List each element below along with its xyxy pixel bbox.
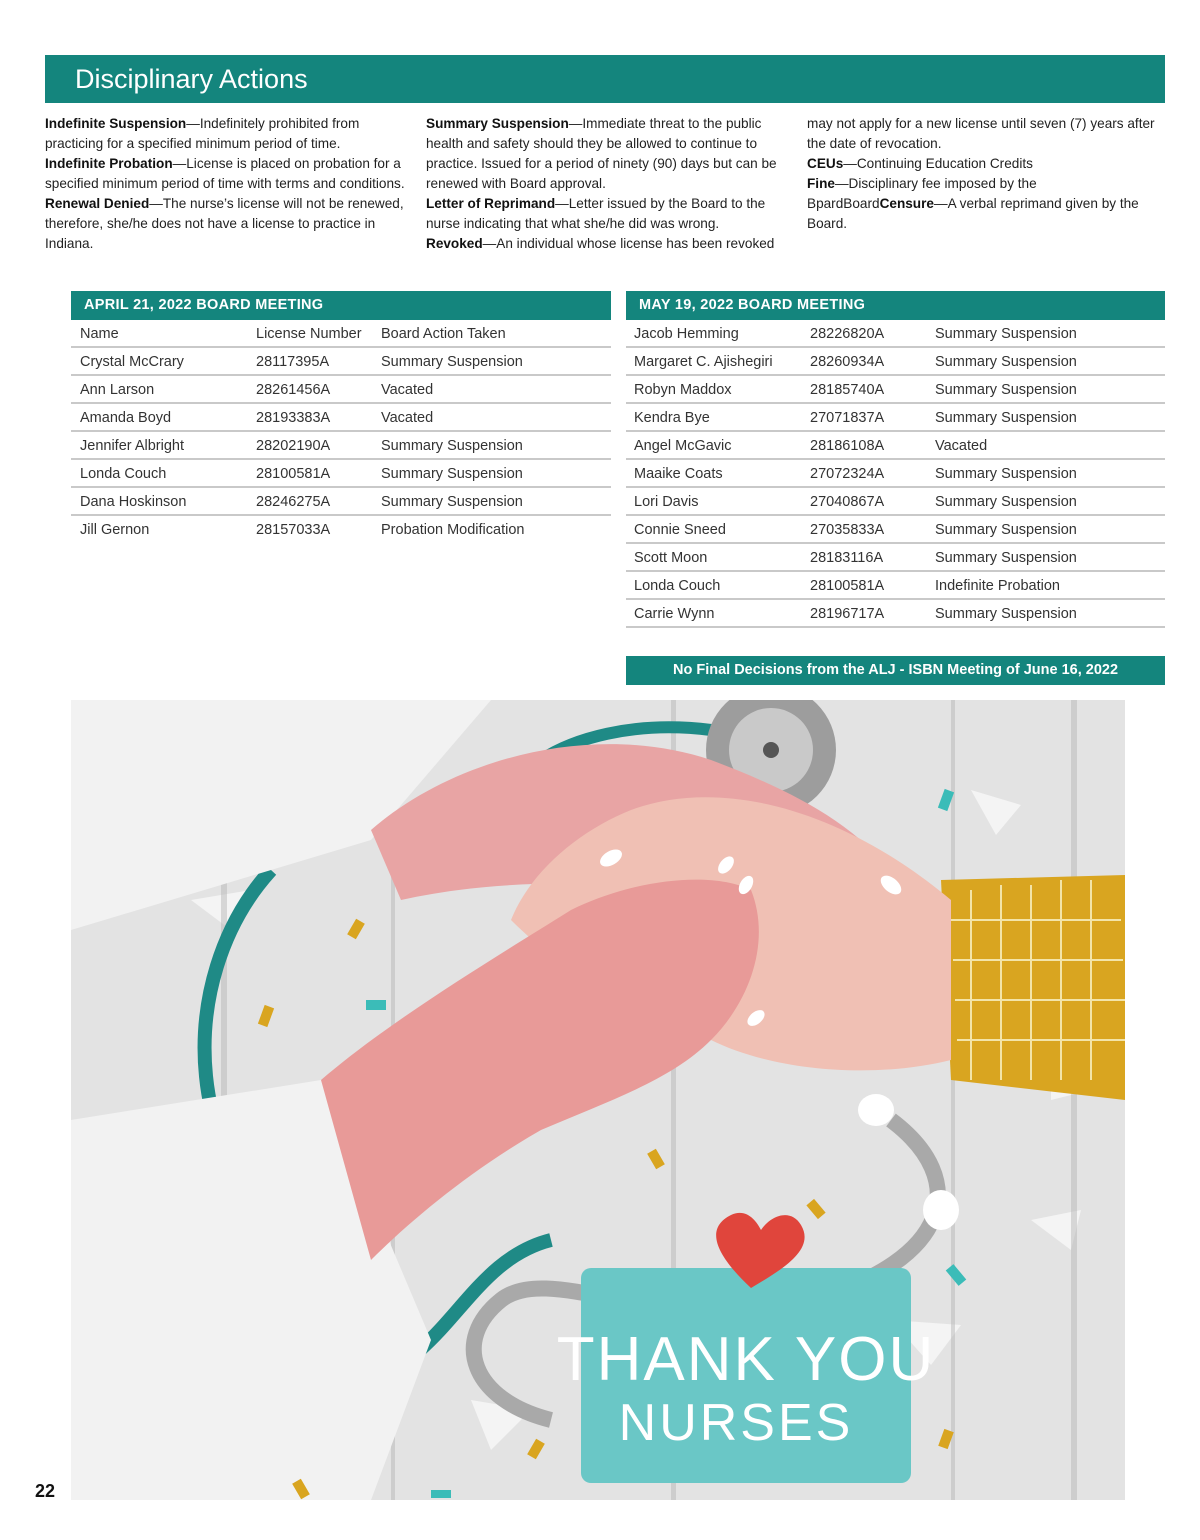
table-row: Dana Hoskinson 28246275A Summary Suspension [71, 488, 611, 516]
table-row: Angel McGavic 28186108A Vacated [626, 432, 1165, 460]
patient-sleeve [941, 875, 1125, 1100]
column-header-license: License Number [256, 326, 362, 342]
definition-letter-of-reprimand: Letter of Reprimand—Letter issued by the Board to the nurse indicating that what she/he did was wrong. [426, 196, 766, 231]
definition-renewal-denied: Renewal Denied—The nurse’s license will not be renewed, therefore, she/he does not have a license to practice in Indiana. [45, 196, 404, 251]
sign-text-line2: NURSES [618, 1394, 854, 1452]
definitions-column-2 [426, 114, 788, 254]
table-row: Margaret C. Ajishegiri 28260934A Summary Suspension [626, 348, 1165, 376]
table-row: Scott Moon 28183116A Summary Suspension [626, 544, 1165, 572]
definition-indefinite-probation: Indefinite Probation—License is placed on probation for a specified minimum period of time with terms and conditions. [45, 156, 405, 191]
table-row: Jacob Hemming 28226820A Summary Suspension [626, 320, 1165, 348]
may-board-meeting-table [626, 291, 1165, 628]
table-row: Crystal McCrary 28117395A Summary Suspension [71, 348, 611, 376]
table-row: Robyn Maddox 28185740A Summary Suspension [626, 376, 1165, 404]
table-row: Jennifer Albright 28202190A Summary Suspension [71, 432, 611, 460]
table-row: Jill Gernon 28157033A Probation Modification [80, 522, 525, 538]
definition-indefinite-suspension: Indefinite Suspension—Indefinitely prohibited from practicing for a specified minimum period of time. [45, 116, 360, 151]
table-row: Lori Davis 27040867A Summary Suspension [626, 488, 1165, 516]
table-row: Carrie Wynn 28196717A Summary Suspension [626, 600, 1165, 628]
table-row: Amanda Boyd 28193383A Vacated [71, 404, 611, 432]
table-row: Londa Couch 28100581A Indefinite Probation [626, 572, 1165, 600]
may-table-title: MAY 19, 2022 BOARD MEETING [626, 291, 1165, 320]
definition-ceus: CEUs—Continuing Education Credits [807, 156, 1033, 171]
april-board-meeting-table [71, 291, 611, 544]
alj-notice-bar: No Final Decisions from the ALJ - ISBN Meeting of June 16, 2022 [626, 656, 1165, 685]
column-header-action: Board Action Taken [381, 326, 506, 342]
april-table-title: APRIL 21, 2022 BOARD MEETING [71, 291, 611, 320]
definitions-column-1 [45, 114, 407, 254]
thank-you-nurses-illustration [71, 700, 1125, 1500]
table-row: Kendra Bye 27071837A Summary Suspension [626, 404, 1165, 432]
table-row: Maaike Coats 27072324A Summary Suspension [626, 460, 1165, 488]
table-header-row [71, 320, 611, 348]
stethoscope-earpiece [858, 1094, 894, 1126]
table-row: Londa Couch 28100581A Summary Suspension [71, 460, 611, 488]
sign-text-line1: THANK YOU [556, 1325, 936, 1394]
definition-revoked-continued: may not apply for a new license until seven (7) years after the date of revocation. [807, 116, 1155, 151]
page-title: Disciplinary Actions [45, 55, 1165, 103]
table-row: Ann Larson 28261456A Vacated [71, 376, 611, 404]
definitions-column-3 [807, 114, 1165, 234]
definition-revoked: Revoked—An individual whose license has been revoked [426, 236, 775, 251]
table-row: Connie Sneed 27035833A Summary Suspension [626, 516, 1165, 544]
page-number: 22 [35, 1481, 56, 1501]
definition-fine-censure: Fine—Disciplinary fee imposed by the BpardBoardCensure—A verbal reprimand given by the Board. [807, 176, 1139, 231]
definition-summary-suspension: Summary Suspension—Immediate threat to the public health and safety should they be allowed to continue to practice. Issued for a period of ninety (90) days but can be renewed with Board approval. [426, 116, 777, 191]
column-header-name: Name [80, 326, 119, 342]
